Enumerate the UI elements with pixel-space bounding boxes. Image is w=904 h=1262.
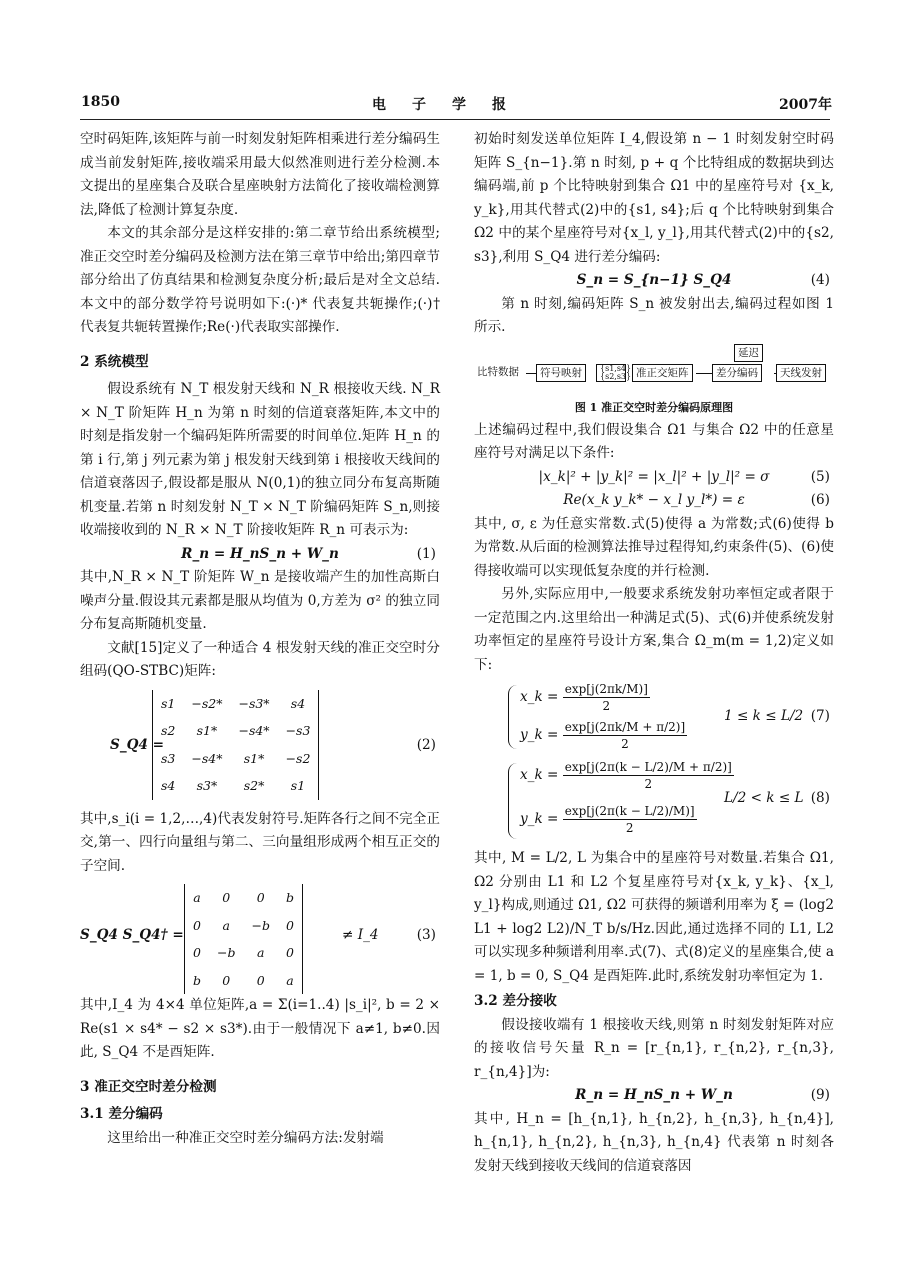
fraction xyxy=(563,719,687,752)
matrix-cell: s2 xyxy=(161,723,176,738)
paragraph: 其中, M = L/2, L 为集合中的星座符号对数量.若集合 Ω1, Ω2 分别由 L1 和 L2 个复星座符号对{x_k, y_k}、{x_l, y_l}构成,则通过 Ω1, Ω2 可获得的频谱利用率为 ξ = (log2 L1 + log2 L2)/N_T b/s/Hz.因此,通过选择不同的 L1, L2 可以实现多种频谱利用率.式(7)、式(8)定义的星座集合,使 a = 1, b = 0, S_Q4 是酉矩阵.此时,系统发射功率恒定为 1. xyxy=(474,850,834,984)
matrix-label: S_Q4 = xyxy=(110,736,165,753)
matrix-cell: 0 xyxy=(286,917,294,933)
equation-text: S_n = S_{n−1} S_Q4 xyxy=(576,272,732,288)
paragraph: 空时码矩阵,该矩阵与前一时刻发射矩阵相乘进行差分编码生成当前发射矩阵,接收端采用最大似然准则进行差分检测.本文提出的星座集合及联合星座映射方法简化了接收端检测算法,降低了检测计算复杂度. xyxy=(80,131,440,218)
page-header xyxy=(0,94,904,114)
paragraph: 其中,I_4 为 4×4 单位矩阵,a = Σ(i=1..4) |s_i|², b = 2 × Re(s1 × s4* − s2 × s3*).由于一般情况下 a≠1, b≠0.因此, S_Q4 不是酉矩阵. xyxy=(80,997,440,1060)
equation-7 xyxy=(474,681,834,755)
fig-block-input: 比特数据 xyxy=(474,364,522,380)
matrix-cell: s1* xyxy=(243,750,265,766)
eq8-x-row xyxy=(520,759,734,792)
matrix-cell: a xyxy=(222,917,230,933)
matrix-cell: −s4* xyxy=(238,723,270,738)
equation-text: Re(x_k y_k* − x_l y_l*) = ε xyxy=(563,492,745,508)
matrix-cell: b xyxy=(285,890,294,905)
matrix-cell: s1 xyxy=(161,695,176,711)
xk-label: x_k = xyxy=(520,767,559,783)
left-column xyxy=(80,128,440,1150)
right-column xyxy=(474,128,834,1178)
denominator: 2 xyxy=(621,737,629,751)
matrix-cell: −s2 xyxy=(285,750,311,766)
equation-number: (6) xyxy=(810,492,830,508)
equation-text: R_n = H_nS_n + W_n xyxy=(181,545,339,562)
paragraph: 假设系统有 N_T 根发射天线和 N_R 根接收天线. N_R × N_T 阶矩阵 H_n 为第 n 时刻的信道衰落矩阵,本文中的时刻是指发射一个编码矩阵所需要的时间单位.矩阵 H_n 的第 i 行,第 j 列元素为第 j 根发射天线到第 i 根接收天线间的信道衰落因子,假设都是服从 N(0,1)的独立同分布复高斯随机变量.若第 n 时刻发射 N_T × N_T 阶编码矩阵 S_n,则接收端接收到的 N_R × N_T 阶接收矩阵 R_n 可表示为: xyxy=(80,381,440,538)
matrix-cell: a xyxy=(286,972,294,988)
matrix-cell: s3* xyxy=(196,778,218,793)
matrix-cell: −s3* xyxy=(238,695,270,711)
matrix-cell: 0 xyxy=(256,890,265,905)
matrix-cell: 0 xyxy=(193,917,201,933)
fig-block-qo-matrix: 准正交矩阵 xyxy=(632,364,693,382)
fig-arrow xyxy=(526,373,536,374)
eq7-y-row xyxy=(520,719,687,752)
figure-caption: 图 1 准正交空时差分编码原理图 xyxy=(574,400,734,414)
matrix-cell: s1 xyxy=(290,778,306,793)
fraction xyxy=(563,803,697,836)
equation-number: (1) xyxy=(416,545,436,562)
subsection-heading: 3.2 差分接收 xyxy=(474,993,557,1009)
journal-title: 电子学报 xyxy=(372,97,532,113)
matrix-cell: s4 xyxy=(290,695,306,711)
condition: 1 ≤ k ≤ L/2 xyxy=(724,708,804,724)
matrix-label: S_Q4 S_Q4† = xyxy=(80,927,184,943)
numerator: exp[j(2πk/M)] xyxy=(564,682,648,696)
xk-label: x_k = xyxy=(520,689,559,705)
matrix-cell: −b xyxy=(217,945,236,960)
equation-6 xyxy=(474,489,834,513)
fig-block-delay: 延迟 xyxy=(734,344,763,362)
denominator: 2 xyxy=(625,821,634,835)
condition: L/2 < k ≤ L xyxy=(724,790,804,806)
equation-4 xyxy=(474,269,834,293)
fig-block-transmit: 天线发射 xyxy=(776,364,826,382)
header-rule xyxy=(80,119,830,120)
year: 2007年 xyxy=(779,97,832,113)
eq7-x-row xyxy=(520,681,650,714)
paragraph: 假设接收端有 1 根接收天线,则第 n 时刻发射矩阵对应的接收信号矢量 R_n = [r_{n,1}, r_{n,2}, r_{n,3}, r_{n,4}]为: xyxy=(474,1016,834,1080)
fraction xyxy=(563,759,734,792)
numerator: exp[j(2π(k − L/2)/M)] xyxy=(564,804,695,818)
equation-number: (7) xyxy=(810,708,830,724)
matrix-cell: a xyxy=(193,890,201,905)
paragraph: 其中, σ, ε 为任意实常数.式(5)使得 a 为常数;式(6)使得 b 为常数.从后面的检测算法推导过程得知,约束条件(5)、(6)使得接收端可以实现低复杂度的并行检测. xyxy=(474,515,834,579)
yk-label: y_k = xyxy=(520,811,559,827)
brace xyxy=(508,685,517,749)
brace xyxy=(508,763,517,839)
paragraph: 本文的其余部分是这样安排的:第二章节给出系统模型;准正交空时差分编码及检测方法在第三章节中给出;第四章节部分给出了仿真结果和检测复杂度分析;最后是对全文总结.本文中的部分数学符号说明如下:(·)* 代表复共轭操作;(·)† 代表复共轭转置操作;Re(·)代表取实部操作. xyxy=(80,225,440,335)
paragraph: 上述编码过程中,我们假设集合 Ω1 与集合 Ω2 中的任意星座符号对满足以下条件: xyxy=(474,421,834,461)
matrix xyxy=(184,884,303,994)
matrix-cell: s4 xyxy=(161,778,176,793)
equation-number: (5) xyxy=(810,468,830,485)
paragraph: 初始时刻发送单位矩阵 I_4,假设第 n − 1 时刻发射空时码矩阵 S_{n−1}.第 n 时刻, p + q 个比特组成的数据块到达编码端,前 p 个比特映射到集合 Ω1 中的星座符号对 {x_k, y_k},用其代替式(2)中的{s1, s4};后 q 个比特映射到集合 Ω2 中的某个星座符号对{x_l, y_l},用其代替式(2)中的{s2, s3},利用 S_Q4 进行差分编码: xyxy=(474,131,834,265)
fig-block-mapping: 符号映射 xyxy=(536,364,586,382)
equation-8 xyxy=(474,759,834,843)
fig-block-diff-encode: 差分编码 xyxy=(712,364,762,382)
fig-arrow xyxy=(696,373,712,374)
equation-text: R_n = H_nS_n + W_n xyxy=(575,1087,733,1103)
eq8-y-row xyxy=(520,803,697,836)
matrix-cell: 0 xyxy=(193,945,201,960)
equation-text: |x_k|² + |y_k|² = |x_l|² + |y_l|² = σ xyxy=(538,468,770,485)
equation-9 xyxy=(474,1084,834,1108)
paragraph: 文献[15]定义了一种适合 4 根发射天线的准正交空时分组码(QO-STBC)矩阵: xyxy=(80,639,440,679)
matrix-cell: b xyxy=(193,972,202,988)
equation-2 xyxy=(80,690,440,802)
matrix-cell: 0 xyxy=(222,890,231,905)
matrix-tail: ≠ I_4 xyxy=(342,927,379,943)
matrix-cell: −s4* xyxy=(191,750,223,766)
denominator: 2 xyxy=(644,777,653,791)
paragraph: 这里给出一种准正交空时差分编码方法:发射端 xyxy=(107,1129,384,1146)
equation-3 xyxy=(80,884,440,988)
matrix-cell: s1* xyxy=(196,723,218,738)
yk-label: y_k = xyxy=(520,727,559,743)
equation-5 xyxy=(474,466,834,490)
fig-block-symbols: {s1,s4} {s2,s3} xyxy=(596,364,626,382)
denominator: 2 xyxy=(602,699,611,713)
matrix-cell: −b xyxy=(251,917,270,933)
section-heading: 2 系统模型 xyxy=(80,353,149,370)
equation-number: (3) xyxy=(416,927,436,943)
equation-number: (2) xyxy=(416,736,436,753)
matrix xyxy=(152,690,319,800)
matrix-cell: −s3 xyxy=(285,723,311,738)
paragraph: 第 n 时刻,编码矩阵 S_n 被发射出去,编码过程如图 1 所示. xyxy=(474,295,834,335)
numerator: exp[j(2π(k − L/2)/M + π/2)] xyxy=(564,760,732,774)
matrix-cell: 0 xyxy=(286,945,294,960)
matrix-cell: a xyxy=(257,945,265,960)
matrix-cell: s3 xyxy=(161,750,176,766)
equation-number: (9) xyxy=(810,1087,830,1103)
matrix-cell: s2* xyxy=(243,778,265,793)
paragraph: 另外,实际应用中,一般要求系统发射功率恒定或者限于一定范围之内.这里给出一种满足式(5)、式(6)并使系统发射功率恒定的星座符号设计方案,集合 Ω_m(m = 1,2)定义如下: xyxy=(474,586,834,673)
paragraph: 其中, H_n = [h_{n,1}, h_{n,2}, h_{n,3}, h_{n,4}], h_{n,1}, h_{n,2}, h_{n,3}, h_{n,4} 代表第 n 时刻各发射天线到接收天线间的信道衰落因 xyxy=(474,1110,834,1174)
figure-1-diagram xyxy=(474,344,834,400)
page-number: 1850 xyxy=(81,94,120,110)
section-heading: 3 准正交空时差分检测 xyxy=(80,1078,217,1095)
matrix-cell: −s2* xyxy=(191,695,223,711)
paragraph: 其中,N_R × N_T 阶矩阵 W_n 是接收端产生的加性高斯白噪声分量.假设其元素都是服从均值为 0,方差为 σ² 的独立同分布复高斯随机变量. xyxy=(80,569,440,632)
matrix-cell: 0 xyxy=(222,972,231,988)
subsection-heading: 3.1 差分编码 xyxy=(80,1106,163,1122)
paragraph: 其中,s_i(i = 1,2,…,4)代表发射符号.矩阵各行之间不完全正交,第一、四行向量组与第二、三向量组形成两个相互正交的子空间. xyxy=(80,810,440,874)
equation-number: (8) xyxy=(810,790,830,806)
numerator: exp[j(2πk/M + π/2)] xyxy=(564,720,686,734)
fraction xyxy=(563,681,650,714)
matrix-cell: 0 xyxy=(256,972,265,988)
equation-number: (4) xyxy=(810,272,830,288)
equation-1 xyxy=(80,543,440,567)
